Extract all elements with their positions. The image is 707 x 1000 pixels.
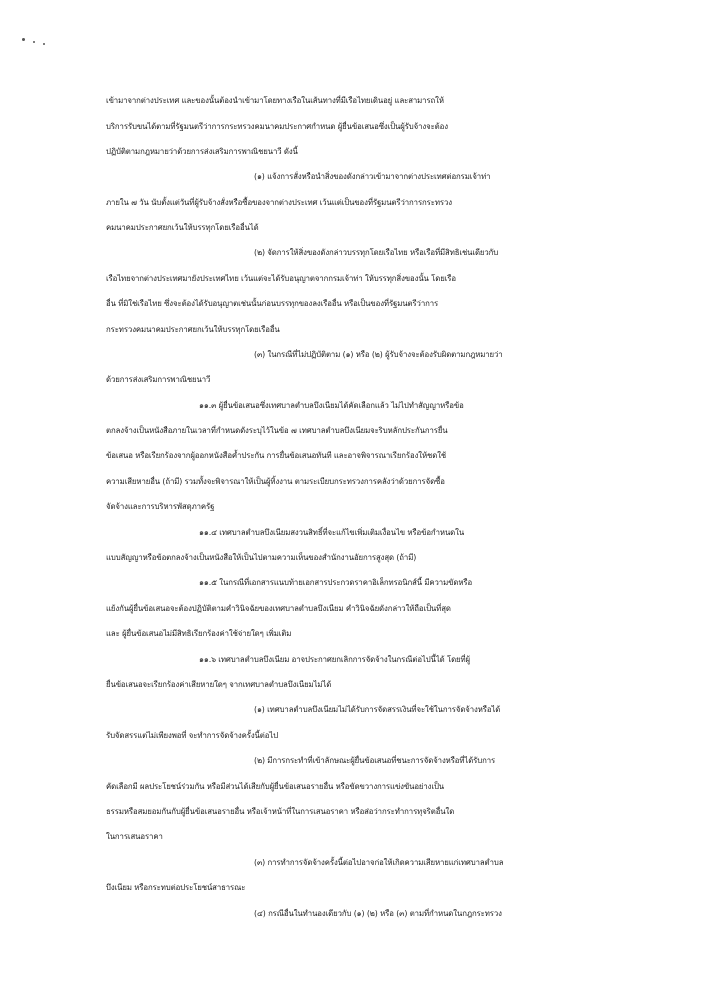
text-line: เรือไทยจากต่างประเทศมายังประเทศไทย เว้นแต่จะได้รับอนุญาตจากกรมเจ้าท่า ให้บรรทุกสิ่งของนั้น โดยเรือ: [106, 274, 456, 283]
text-line: (๒) มีการกระทำที่เข้าลักษณะผู้ยื่นข้อเสนอที่ชนะการจัดจ้างหรือที่ได้รับการ: [254, 756, 496, 765]
text-line: และ ผู้ยื่นข้อเสนอไม่มีสิทธิเรียกร้องค่าใช้จ่ายใดๆ เพิ่มเติม: [106, 629, 292, 638]
text-line: ยื่นข้อเสนอจะเรียกร้องค่าเสียหายใดๆ จากเทศบาลตำบลบึงเนียมไม่ได้: [106, 680, 332, 689]
text-line: (๓) การทำการจัดจ้างครั้งนี้ต่อไปอาจก่อให้เกิดความเสียหายแก่เทศบาลตำบล: [254, 858, 504, 867]
text-line: เข้ามาจากต่างประเทศ และของนั้นต้องนำเข้ามาโดยทางเรือในเส้นทางที่มีเรือไทยเดินอยู่ และสามารถให้: [106, 96, 444, 105]
text-line: ๑๑.๓ ผู้ยื่นข้อเสนอซึ่งเทศบาลตำบลบึงเนียมได้คัดเลือกแล้ว ไม่ไปทำสัญญาหรือข้อ: [199, 401, 464, 410]
text-line: ปฏิบัติตามกฎหมายว่าด้วยการส่งเสริมการพาณิชยนาวี ดังนี้: [106, 147, 298, 156]
text-line: จัดจ้างและการบริหารพัสดุภาครัฐ: [106, 502, 215, 511]
text-line: คมนาคมประกาศยกเว้นให้บรรทุกโดยเรืออื่นได้: [106, 223, 259, 232]
text-line: ๑๑.๔ เทศบาลตำบลบึงเนียมสงวนสิทธิ์ที่จะแก้ไขเพิ่มเติมเงื่อนไข หรือข้อกำหนดใน: [199, 528, 465, 537]
text-line: ๑๑.๕ ในกรณีที่เอกสารแนบท้ายเอกสารประกวดราคาอิเล็กทรอนิกส์นี้ มีความขัดหรือ: [199, 578, 473, 587]
text-line: (๒) จัดการให้สิ่งของดังกล่าวบรรทุกโดยเรือไทย หรือเรือที่มีสิทธิเช่นเดียวกับ: [254, 248, 499, 257]
text-line: ตกลงจ้างเป็นหนังสือภายในเวลาที่กำหนดดังระบุไว้ในข้อ ๗ เทศบาลตำบลบึงเนียมจะริบหลักประกันการยื่น: [106, 426, 448, 435]
scan-speck: [43, 43, 45, 45]
scan-speck: [33, 41, 35, 43]
text-line: กระทรวงคมนาคมประกาศยกเว้นให้บรรทุกโดยเรืออื่น: [106, 325, 280, 334]
text-line: แบบสัญญาหรือข้อตกลงจ้างเป็นหนังสือให้เป็นไปตามความเห็นของสำนักงานอัยการสูงสุด (ถ้ามี): [106, 553, 417, 562]
text-line: (๑) แจ้งการสั่งหรือนำสิ่งของดังกล่าวเข้ามาจากต่างประเทศต่อกรมเจ้าท่า: [254, 172, 491, 181]
text-line: ธรรมหรือสมยอมกันกับผู้ยื่นข้อเสนอรายอื่น หรือเจ้าหน้าที่ในการเสนอราคา หรือส่อว่ากระทำการทุจริตอื่นใด: [106, 807, 455, 816]
text-line: คัดเลือกมี ผลประโยชน์ร่วมกัน หรือมีส่วนได้เสียกับผู้ยื่นข้อเสนอรายอื่น หรือขัดขวางการแข่งขันอย่างเป็น: [106, 782, 445, 791]
text-line: ด้วยการส่งเสริมการพาณิชยนาวี: [106, 375, 211, 384]
text-line: แย้งกันผู้ยื่นข้อเสนอจะต้องปฏิบัติตามคำวินิจฉัยของเทศบาลตำบลบึงเนียม คำวินิจฉัยดังกล่าวให้ถือเป็นที่สุด: [106, 604, 451, 613]
text-line: ในการเสนอราคา: [106, 832, 163, 841]
text-line: อื่น ที่มิใช่เรือไทย ซึ่งจะต้องได้รับอนุญาตเช่นนั้นก่อนบรรทุกของลงเรืออื่น หรือเป็นของที่รัฐมนตรีว่าการ: [106, 299, 439, 308]
text-line: (๔) กรณีอื่นในทำนองเดียวกับ (๑) (๒) หรือ (๓) ตามที่กำหนดในกฎกระทรวง: [254, 909, 502, 918]
text-line: ภายใน ๗ วัน นับตั้งแต่วันที่ผู้รับจ้างสั่งหรือซื้อของจากต่างประเทศ เว้นแต่เป็นของที่รัฐมนตรีว่าการกระทรวง: [106, 198, 452, 207]
text-line: ๑๑.๖ เทศบาลตำบลบึงเนียม อาจประกาศยกเลิกการจัดจ้างในกรณีต่อไปนี้ได้ โดยที่ผู้: [199, 655, 471, 664]
text-line: ข้อเสนอ หรือเรียกร้องจากผู้ออกหนังสือค้ำประกัน การยื่นข้อเสนอทันที และอาจพิจารณาเรียกร้องให้ชดใช้: [106, 451, 447, 460]
text-line: (๓) ในกรณีที่ไม่ปฏิบัติตาม (๑) หรือ (๒) ผู้รับจ้างจะต้องรับผิดตามกฎหมายว่า: [254, 350, 503, 359]
text-line: รับจัดสรรแต่ไม่เพียงพอที่ จะทำการจัดจ้างครั้งนี้ต่อไป: [106, 731, 278, 740]
text-line: ความเสียหายอื่น (ถ้ามี) รวมทั้งจะพิจารณาให้เป็นผู้ทิ้งงาน ตามระเบียบกระทรวงการคลังว่าด้วยการจัดซื้อ: [106, 477, 445, 486]
text-line: บึงเนียม หรือกระทบต่อประโยชน์สาธารณะ: [106, 883, 246, 892]
text-line: (๑) เทศบาลตำบลบึงเนียมไม่ได้รับการจัดสรรเงินที่จะใช้ในการจัดจ้างหรือได้: [254, 705, 501, 714]
text-line: บริการรับขนได้ตามที่รัฐมนตรีว่าการกระทรวงคมนาคมประกาศกำหนด ผู้ยื่นข้อเสนอซึ่งเป็นผู้รับจ้างจะต้อง: [106, 122, 448, 131]
scan-speck: [22, 38, 25, 41]
